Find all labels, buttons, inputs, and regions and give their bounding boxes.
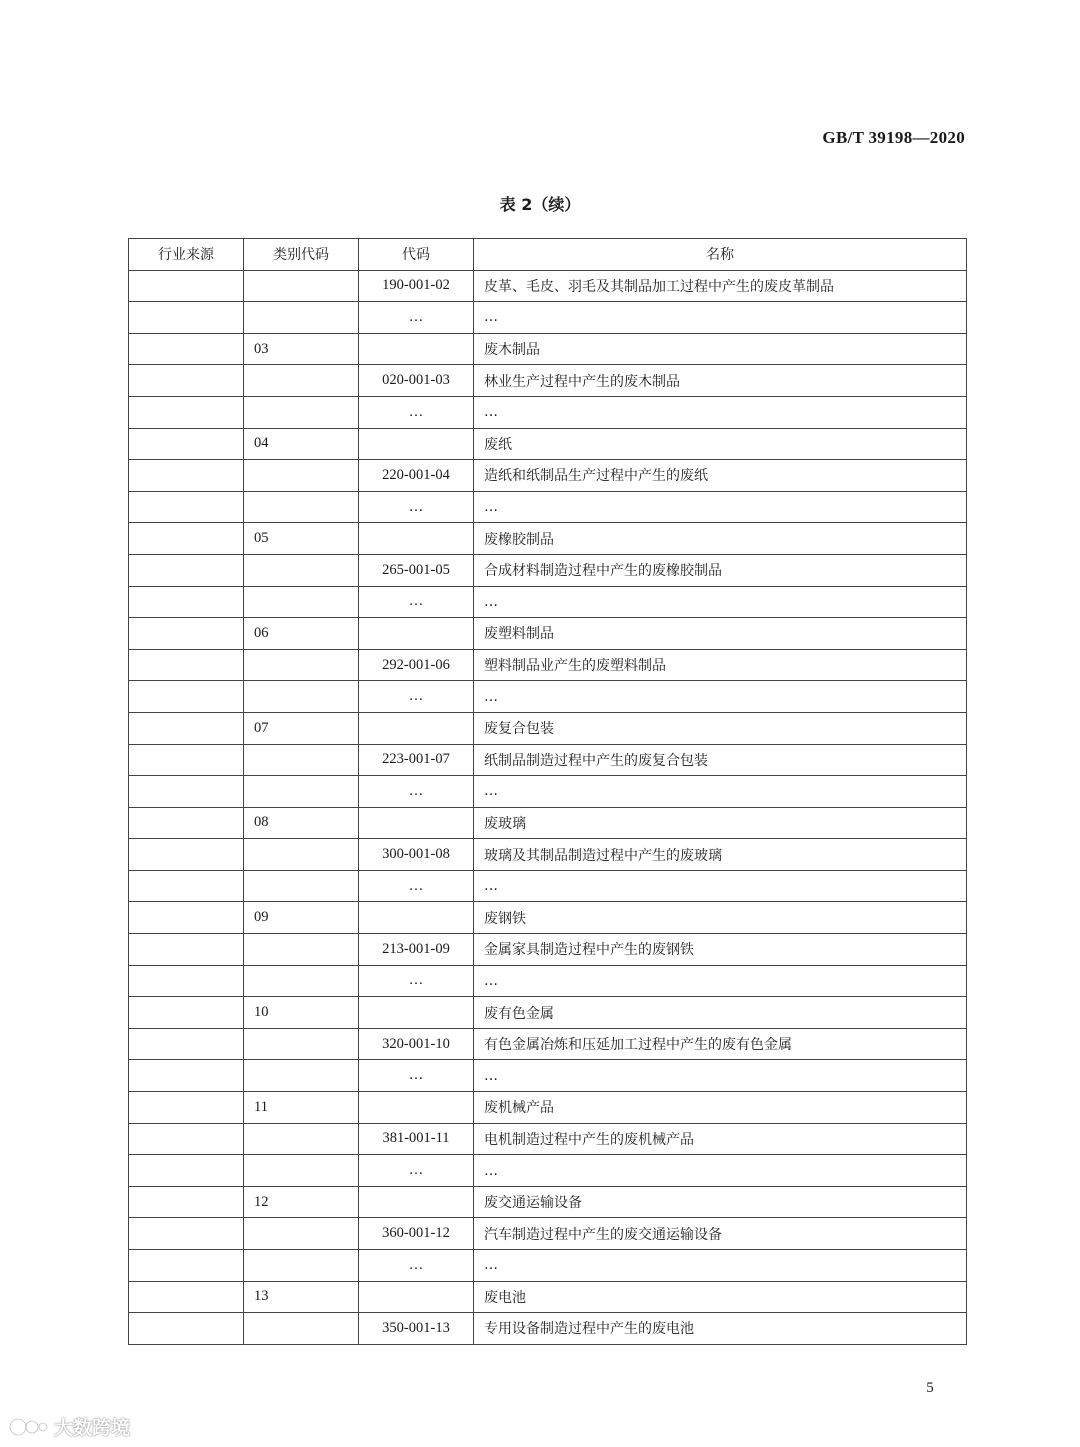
cell-industry-source (129, 1218, 244, 1250)
waste-classification-table (128, 238, 967, 1345)
cell-name: … (474, 302, 967, 334)
table-row (129, 523, 967, 555)
cell-code (359, 523, 474, 555)
table-row (129, 1186, 967, 1218)
header-category-code: 类别代码 (244, 239, 359, 271)
table-row (129, 1123, 967, 1155)
table-row (129, 428, 967, 460)
header-industry-source: 行业来源 (129, 239, 244, 271)
cell-code: … (359, 396, 474, 428)
cell-name: … (474, 681, 967, 713)
cell-category-code (244, 870, 359, 902)
cell-category-code: 04 (244, 428, 359, 460)
cell-name: 废橡胶制品 (474, 523, 967, 555)
cell-category-code (244, 744, 359, 776)
table-row (129, 1060, 967, 1092)
cell-code: … (359, 965, 474, 997)
cell-industry-source (129, 1313, 244, 1345)
cell-category-code (244, 554, 359, 586)
cell-name: 汽车制造过程中产生的废交通运输设备 (474, 1218, 967, 1250)
cell-industry-source (129, 712, 244, 744)
cell-category-code (244, 776, 359, 808)
table-row (129, 1281, 967, 1313)
cell-industry-source (129, 744, 244, 776)
cell-category-code (244, 1313, 359, 1345)
cell-name: 废复合包装 (474, 712, 967, 744)
cell-industry-source (129, 649, 244, 681)
cell-code: … (359, 681, 474, 713)
cell-code: … (359, 1155, 474, 1187)
standard-code: GB/T 39198—2020 (822, 128, 965, 147)
cell-industry-source (129, 618, 244, 650)
cell-code: … (359, 1060, 474, 1092)
cell-code (359, 1092, 474, 1124)
cell-code: 381-001-11 (359, 1123, 474, 1155)
cell-name: … (474, 396, 967, 428)
table-row (129, 554, 967, 586)
cell-category-code: 07 (244, 712, 359, 744)
cell-code: 220-001-04 (359, 460, 474, 492)
cell-name: 纸制品制造过程中产生的废复合包装 (474, 744, 967, 776)
table-row (129, 934, 967, 966)
cell-name: 塑料制品业产生的废塑料制品 (474, 649, 967, 681)
cell-category-code (244, 649, 359, 681)
cell-name: 玻璃及其制品制造过程中产生的废玻璃 (474, 839, 967, 871)
cell-category-code (244, 396, 359, 428)
cell-industry-source (129, 1060, 244, 1092)
cell-code (359, 333, 474, 365)
table-row (129, 460, 967, 492)
table-row (129, 1155, 967, 1187)
cell-category-code (244, 1060, 359, 1092)
cell-name: 金属家具制造过程中产生的废钢铁 (474, 934, 967, 966)
table-row (129, 1250, 967, 1282)
cell-category-code (244, 460, 359, 492)
cell-industry-source (129, 870, 244, 902)
cell-code: 020-001-03 (359, 365, 474, 397)
watermark-text: 大数跨境 (54, 1417, 131, 1439)
cell-code: … (359, 491, 474, 523)
cell-code: 320-001-10 (359, 1028, 474, 1060)
cell-code (359, 902, 474, 934)
table-row (129, 997, 967, 1029)
cell-code (359, 618, 474, 650)
cell-industry-source (129, 776, 244, 808)
cell-code: 223-001-07 (359, 744, 474, 776)
cell-category-code (244, 1123, 359, 1155)
cell-name: 废纸 (474, 428, 967, 460)
table-row (129, 618, 967, 650)
cell-code: 292-001-06 (359, 649, 474, 681)
cell-code (359, 1281, 474, 1313)
cell-category-code: 06 (244, 618, 359, 650)
table-row (129, 649, 967, 681)
cell-category-code (244, 1155, 359, 1187)
page-number: 5 (926, 1380, 934, 1396)
cell-category-code: 11 (244, 1092, 359, 1124)
cell-category-code (244, 270, 359, 302)
cell-name: 废木制品 (474, 333, 967, 365)
cell-category-code: 10 (244, 997, 359, 1029)
cell-name: … (474, 491, 967, 523)
cell-industry-source (129, 1028, 244, 1060)
table-caption: 表 2（续） (499, 195, 581, 214)
cell-category-code: 09 (244, 902, 359, 934)
cell-industry-source (129, 1281, 244, 1313)
cell-industry-source (129, 586, 244, 618)
cell-code: … (359, 870, 474, 902)
table-row (129, 1218, 967, 1250)
cell-name: … (474, 586, 967, 618)
cell-category-code (244, 1028, 359, 1060)
cell-industry-source (129, 428, 244, 460)
cell-code: 300-001-08 (359, 839, 474, 871)
table-row (129, 681, 967, 713)
table-row (129, 1028, 967, 1060)
header-name: 名称 (474, 239, 967, 271)
cell-name: 合成材料制造过程中产生的废橡胶制品 (474, 554, 967, 586)
cell-industry-source (129, 491, 244, 523)
logo-icon (8, 1415, 50, 1439)
cell-industry-source (129, 902, 244, 934)
cell-category-code (244, 491, 359, 523)
table-row (129, 1313, 967, 1345)
cell-industry-source (129, 333, 244, 365)
cell-category-code: 13 (244, 1281, 359, 1313)
cell-code: 190-001-02 (359, 270, 474, 302)
cell-industry-source (129, 1092, 244, 1124)
cell-industry-source (129, 1186, 244, 1218)
cell-name: … (474, 965, 967, 997)
cell-industry-source (129, 997, 244, 1029)
table-row (129, 902, 967, 934)
table-row (129, 333, 967, 365)
cell-name: … (474, 870, 967, 902)
table-row (129, 586, 967, 618)
cell-name: 电机制造过程中产生的废机械产品 (474, 1123, 967, 1155)
cell-code: 360-001-12 (359, 1218, 474, 1250)
cell-category-code: 03 (244, 333, 359, 365)
cell-category-code (244, 302, 359, 334)
cell-industry-source (129, 365, 244, 397)
cell-code: 350-001-13 (359, 1313, 474, 1345)
cell-industry-source (129, 681, 244, 713)
cell-name: … (474, 776, 967, 808)
cell-code: … (359, 776, 474, 808)
cell-code: … (359, 1250, 474, 1282)
cell-code: … (359, 586, 474, 618)
cell-industry-source (129, 523, 244, 555)
cell-code (359, 1186, 474, 1218)
cell-industry-source (129, 396, 244, 428)
cell-category-code: 08 (244, 807, 359, 839)
table-row (129, 491, 967, 523)
cell-category-code (244, 1250, 359, 1282)
cell-industry-source (129, 270, 244, 302)
cell-code (359, 807, 474, 839)
cell-name: 造纸和纸制品生产过程中产生的废纸 (474, 460, 967, 492)
cell-industry-source (129, 1155, 244, 1187)
cell-name: 林业生产过程中产生的废木制品 (474, 365, 967, 397)
cell-industry-source (129, 1250, 244, 1282)
cell-category-code (244, 965, 359, 997)
cell-name: … (474, 1060, 967, 1092)
cell-name: 废钢铁 (474, 902, 967, 934)
cell-code: … (359, 302, 474, 334)
cell-name: 废电池 (474, 1281, 967, 1313)
cell-code (359, 428, 474, 460)
cell-name: 废塑料制品 (474, 618, 967, 650)
cell-code: 213-001-09 (359, 934, 474, 966)
header-code: 代码 (359, 239, 474, 271)
table-row (129, 776, 967, 808)
cell-category-code (244, 586, 359, 618)
table-row (129, 1092, 967, 1124)
cell-industry-source (129, 1123, 244, 1155)
cell-name: 废机械产品 (474, 1092, 967, 1124)
cell-industry-source (129, 965, 244, 997)
watermark (8, 1413, 130, 1440)
cell-industry-source (129, 934, 244, 966)
cell-category-code (244, 365, 359, 397)
table-row (129, 870, 967, 902)
cell-name: 废有色金属 (474, 997, 967, 1029)
cell-category-code (244, 839, 359, 871)
table-row (129, 807, 967, 839)
cell-name: 皮革、毛皮、羽毛及其制品加工过程中产生的废皮革制品 (474, 270, 967, 302)
cell-category-code: 05 (244, 523, 359, 555)
table-row (129, 396, 967, 428)
cell-industry-source (129, 302, 244, 334)
cell-category-code (244, 1218, 359, 1250)
cell-category-code (244, 934, 359, 966)
cell-industry-source (129, 839, 244, 871)
cell-category-code: 12 (244, 1186, 359, 1218)
cell-category-code (244, 681, 359, 713)
cell-industry-source (129, 807, 244, 839)
table-row (129, 270, 967, 302)
cell-name: 有色金属冶炼和压延加工过程中产生的废有色金属 (474, 1028, 967, 1060)
table-row (129, 712, 967, 744)
table-row (129, 744, 967, 776)
cell-code: 265-001-05 (359, 554, 474, 586)
cell-industry-source (129, 460, 244, 492)
cell-code (359, 712, 474, 744)
table-row (129, 302, 967, 334)
cell-name: 废交通运输设备 (474, 1186, 967, 1218)
cell-name: … (474, 1155, 967, 1187)
cell-name: … (474, 1250, 967, 1282)
cell-code (359, 997, 474, 1029)
table-header-row (129, 239, 967, 271)
table-row (129, 365, 967, 397)
cell-name: 废玻璃 (474, 807, 967, 839)
cell-industry-source (129, 554, 244, 586)
cell-name: 专用设备制造过程中产生的废电池 (474, 1313, 967, 1345)
table-row (129, 965, 967, 997)
table-row (129, 839, 967, 871)
